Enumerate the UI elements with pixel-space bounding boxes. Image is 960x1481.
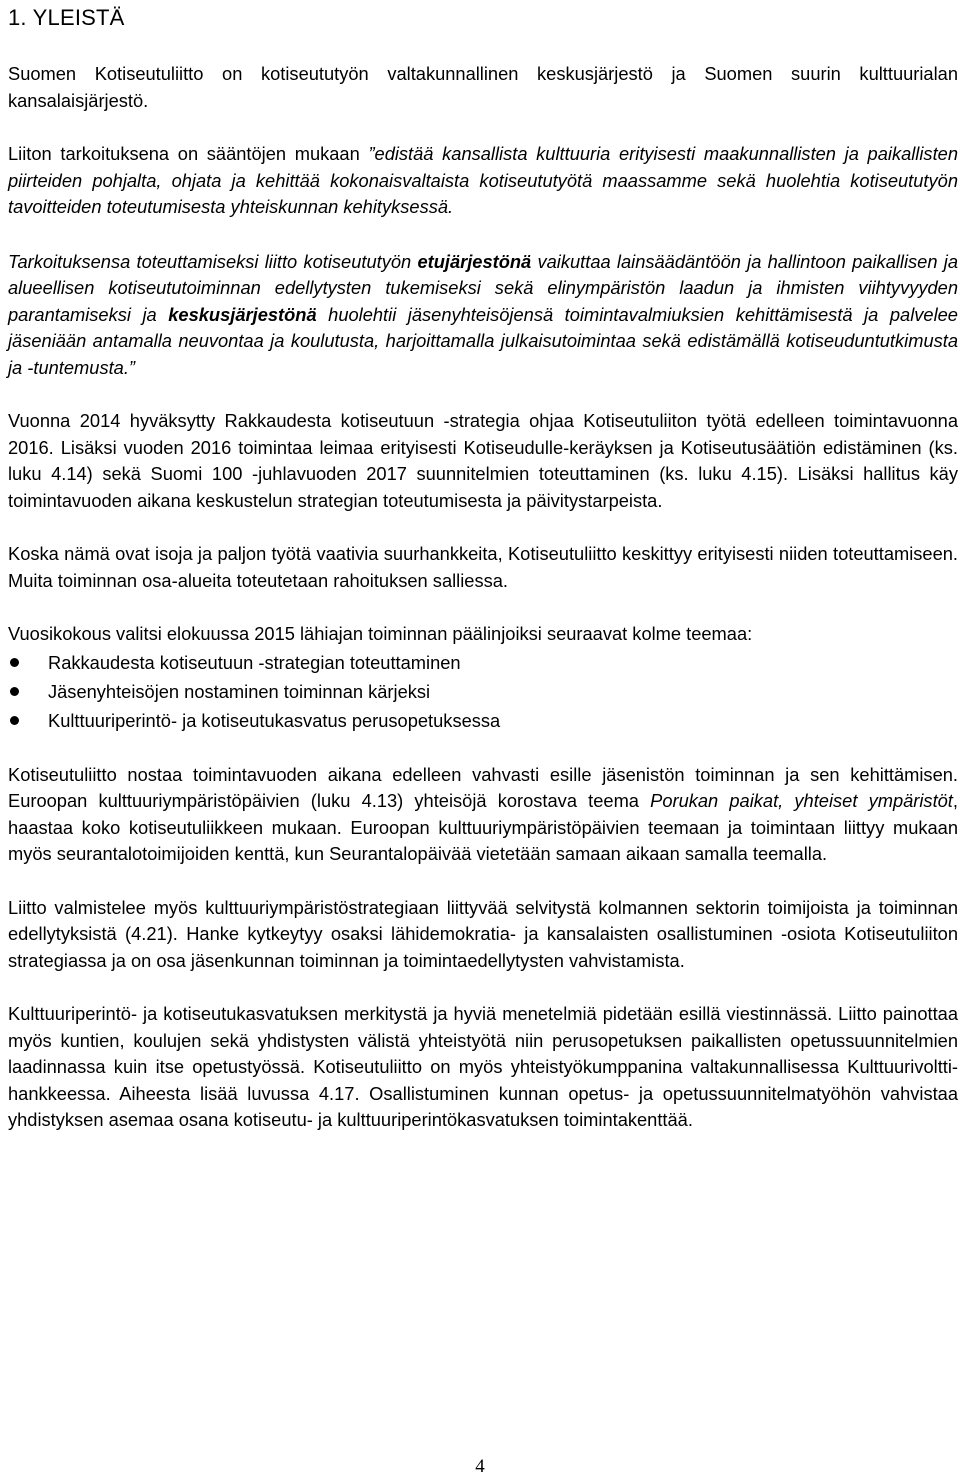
paragraph-purpose-lead: Liiton tarkoituksena on sääntöjen mukaan: [8, 143, 369, 164]
list-item-label: Rakkaudesta kotiseutuun -strategian toteuttaminen: [48, 651, 461, 673]
document-page: [8, 0, 958, 1134]
paragraph-survey: Liitto valmistelee myös kulttuuriympäristöstrategiaan liittyvää selvitystä kolmannen sektorin toimijoista ja toiminnan edellytyksistä (4.21). Hanke kytkeytyy osaksi lähidemokratia- ja kansalaisten osallistuminen -osiota Kotiseutuliiton strategiassa ja on osa jäsenkunnan toiminnan ja toimintaedellytysten vahvistamista.: [8, 896, 958, 971]
paragraph-membership: [8, 762, 958, 868]
paragraph-education: Kulttuuriperintö- ja kotiseutukasvatuksen merkitystä ja hyviä menetelmiä pidetään esillä viestinnässä. Liitto painottaa myös kuntien, koulujen sekä yhdistysten välistä yhteistyötä niin perusopetuksen paikallisten opetussuunnitelmien laadinnassa kuin itse opetustyössä. Kotiseutuliitto on myös yhteistyökumppanina valtakunnallisessa Kulttuurivoltti-hankkeessa. Aiheesta lisää luvussa 4.17. Osallistuminen kunnan opetus- ja opetussuunnitelmatyöhön vahvistaa yhdistyksen asemaa osana kotiseutu- ja kulttuuriperintökasvatuksen toimintakenttää.: [8, 1003, 958, 1130]
paragraph-intro: Suomen Kotiseutuliitto on kotiseututyön valtakunnallinen keskusjärjestö ja Suomen suurin kulttuurialan kansalaisjärjestö.: [8, 63, 958, 111]
paragraph-purpose: [8, 141, 958, 221]
list-item-label: Kulttuuriperintö- ja kotiseutukasvatus perusopetuksessa: [48, 709, 501, 731]
list-item: [8, 648, 958, 677]
page-number: 4: [475, 1456, 485, 1477]
paragraph-means-part-1: Tarkoituksensa toteuttamiseksi liitto kotiseututyön: [8, 250, 418, 272]
bullet-icon: [10, 716, 19, 725]
list-item-label: Jäsenyhteisöjen nostaminen toiminnan kärjeksi: [48, 680, 431, 702]
paragraph-membership-part-2: , haastaa koko kotiseutuliikkeen mukaan. Euroopan kulttuuriympäristöpäivien teemaan ja toimintaan liittyy mukaan myös seurantalotoimijoiden kenttä, kun Seurantalopäivää vietetään samaan aikaan samalla teemalla.: [8, 790, 958, 864]
paragraph-purpose-quote: ”edistää kansallista kulttuuria erityisesti maakunnallisten ja paikallisten piirteiden pohjalta, ohjata ja kehittää kokonaisvaltaista kotiseututyötä maassamme sekä huolehtia kotiseututyön tavoitteiden toteutumisesta yhteiskunnan kehityksessä.: [8, 143, 958, 217]
section-heading: 1. YLEISTÄ: [8, 5, 125, 30]
bullet-icon: [10, 658, 19, 667]
paragraph-means-part-2: vaikuttaa lainsäädäntöön ja hallintoon paikallisen ja alueellisen kotiseututoiminnan edellytysten tukemiseksi sekä elinympäristön laadun ja ihmisten viihtyvyyden parantamiseksi ja: [8, 250, 958, 325]
theme-title-porukan-paikat: Porukan paikat, yhteiset ympäristöt: [650, 790, 953, 811]
paragraph-means-part-3: huolehtii jäsenyhteisöjensä toimintavalmiuksien kehittämisestä ja palvelee jäseniään antamalla neuvontaa ja koulutusta, harjoittamalla julkaisutoimintaa sekä edistämällä kotiseuduntutkimusta ja -tuntemusta.”: [8, 303, 958, 378]
list-item: [8, 677, 958, 706]
paragraph-strategy: Vuonna 2014 hyväksytty Rakkaudesta kotiseutuun -strategia ohjaa Kotiseutuliiton työtä edelleen toimintavuonna 2016. Lisäksi vuoden 2016 toimintaa leimaa erityisesti Kotiseudulle-keräyksen ja Kotiseutusäätiön edistäminen (ks. luku 4.14) sekä Suomi 100 -juhlavuoden 2017 suunnitelmien toteuttaminen (ks. luku 4.15). Lisäksi hallitus käy toimintavuoden aikana keskustelun strategian toteutumisesta ja päivitystarpeista.: [8, 410, 958, 511]
emphasis-etujarjestona: etujärjestönä: [417, 250, 532, 272]
paragraph-membership-part-1: Kotiseutuliitto nostaa toimintavuoden aikana edelleen vahvasti esille jäsenistön toiminnan ja sen kehittämisen. Euroopan kulttuuriympäristöpäivien (luku 4.13) yhteisöjä korostava teema: [8, 763, 958, 811]
paragraph-focus: Koska nämä ovat isoja ja paljon työtä vaativia suurhankkeita, Kotiseutuliitto keskittyy erityisesti niiden toteuttamiseen. Muita toiminnan osa-alueita toteutetaan rahoituksen salliessa.: [8, 543, 958, 591]
bullet-icon: [10, 687, 19, 696]
paragraph-means: [8, 249, 958, 382]
themes-list: [8, 648, 958, 735]
list-item: [8, 706, 958, 735]
paragraph-themes-intro: Vuosikokous valitsi elokuussa 2015 lähiajan toiminnan päälinjoiksi seuraavat kolme teemaa:: [8, 623, 753, 644]
emphasis-keskusjarjestona: keskusjärjestönä: [168, 303, 317, 325]
